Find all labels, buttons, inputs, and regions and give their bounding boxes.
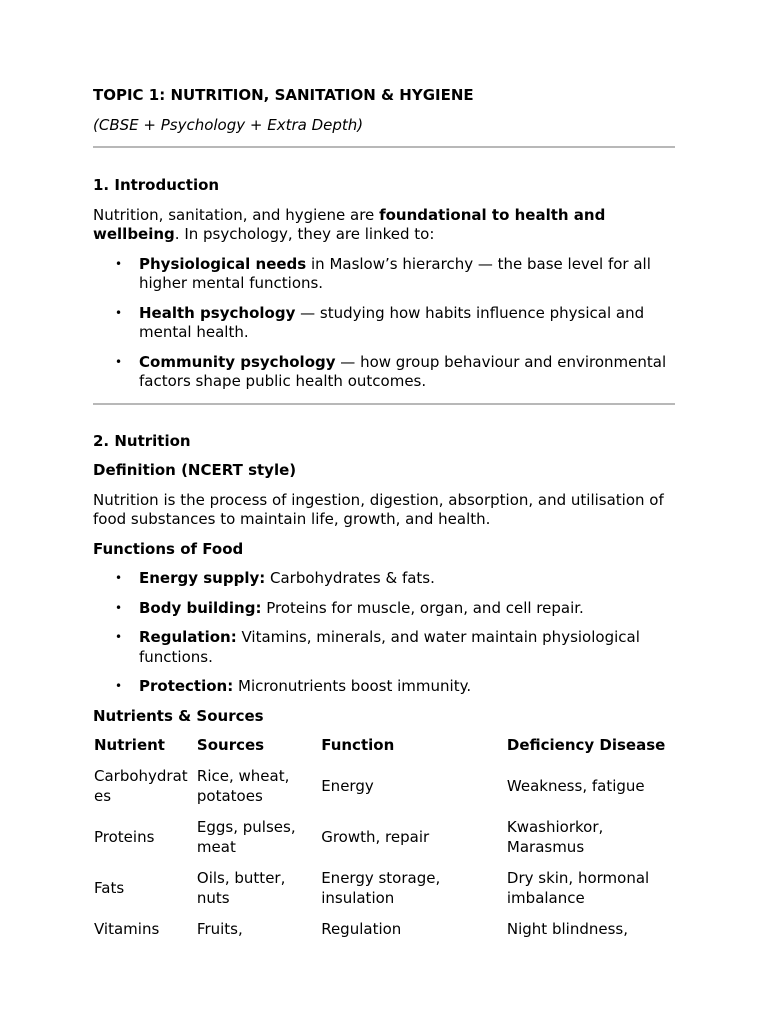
table-cell: Kwashiorkor, Marasmus — [506, 818, 604, 856]
intro-paragraph — [93, 206, 675, 245]
bullet-term: Health psychology — [139, 303, 296, 322]
table-cell: Vitamins — [94, 920, 160, 938]
table-cell: Fats — [94, 878, 125, 897]
bullet-icon: • — [115, 600, 123, 615]
bullet-icon: • — [115, 571, 123, 585]
bullet-text: Vitamins, minerals, and water maintain physiological functions. — [139, 628, 640, 666]
column-header: Nutrient — [94, 736, 165, 755]
table-cell: Weakness, fatigue — [506, 776, 645, 795]
table-header-row — [93, 731, 675, 761]
table-cell: Dry skin, hormonal imbalance — [506, 869, 650, 907]
bullet-term: Energy supply: — [139, 569, 266, 587]
section-heading-nutrition: 2. Nutrition — [93, 431, 191, 450]
bullet-term: Regulation: — [139, 628, 237, 646]
bullet-term: Body building: — [139, 598, 262, 617]
table-cell: Energy storage, insulation — [321, 869, 441, 907]
bullet-icon: • — [115, 305, 123, 320]
column-header: Deficiency Disease — [506, 736, 666, 755]
subheading-definition: Definition (NCERT style) — [93, 461, 297, 479]
table-cell: Energy — [321, 776, 374, 795]
bullet-icon: • — [115, 354, 123, 369]
table-cell: Regulation — [321, 920, 402, 938]
list-item — [93, 599, 675, 619]
document-subtitle: (CBSE + Psychology + Extra Depth) — [93, 115, 364, 134]
functions-bullet-list — [93, 569, 675, 697]
table-cell: Night blindness, — [506, 920, 628, 938]
document-title: TOPIC 1: NUTRITION, SANITATION & HYGIENE — [93, 86, 474, 104]
bullet-text: Proteins for muscle, organ, and cell repair. — [261, 598, 584, 617]
table-cell: Rice, wheat, potatoes — [196, 767, 290, 805]
list-item — [93, 255, 675, 294]
bullet-text: — studying how habits influence physical and mental health. — [139, 303, 645, 341]
table-cell: Growth, repair — [321, 827, 430, 846]
table-row — [93, 761, 675, 812]
bullet-term: Community psychology — [139, 352, 336, 371]
bullet-icon: • — [115, 679, 123, 693]
table-cell: Fruits, — [196, 920, 243, 938]
table-cell: Oils, butter, nuts — [196, 869, 286, 907]
subheading-functions: Functions of Food — [93, 539, 244, 558]
list-item — [93, 353, 675, 392]
divider — [93, 403, 675, 405]
intro-text-bold: foundational to health and wellbeing — [93, 205, 606, 243]
section-heading-introduction: 1. Introduction — [93, 176, 220, 194]
bullet-icon: • — [115, 256, 123, 271]
bullet-icon: • — [115, 630, 123, 644]
intro-text-2: . In psychology, they are linked to: — [174, 225, 435, 243]
document-content — [93, 86, 675, 971]
table-row — [93, 812, 675, 863]
table-row — [93, 863, 675, 914]
column-header: Function — [321, 736, 395, 755]
intro-bullet-list — [93, 255, 675, 392]
table-cell: Carbohydrates — [94, 767, 188, 805]
list-item — [93, 304, 675, 343]
list-item — [93, 628, 675, 667]
bullet-text: in Maslow’s hierarchy — the base level for all higher mental functions. — [139, 254, 651, 292]
table-cell: Eggs, pulses, meat — [196, 818, 296, 856]
bullet-term: Protection: — [139, 677, 234, 695]
list-item — [93, 569, 675, 589]
subheading-nutrients-sources: Nutrients & Sources — [93, 706, 264, 725]
column-header: Sources — [196, 736, 265, 755]
list-item — [93, 677, 675, 697]
table-cell: Proteins — [94, 827, 155, 846]
bullet-text: Micronutrients boost immunity. — [233, 677, 472, 695]
bullet-text: — how group behaviour and environmental factors shape public health outcomes. — [139, 352, 667, 390]
bullet-text: Carbohydrates & fats. — [265, 569, 435, 587]
bullet-term: Physiological needs — [139, 254, 307, 273]
definition-paragraph: Nutrition is the process of ingestion, digestion, absorption, and utilisation of food substances to maintain life, growth, and health. — [93, 490, 664, 528]
nutrients-table — [93, 731, 675, 971]
table-row — [93, 914, 675, 971]
divider — [93, 146, 675, 148]
intro-text-1: Nutrition, sanitation, and hygiene are — [93, 205, 380, 224]
